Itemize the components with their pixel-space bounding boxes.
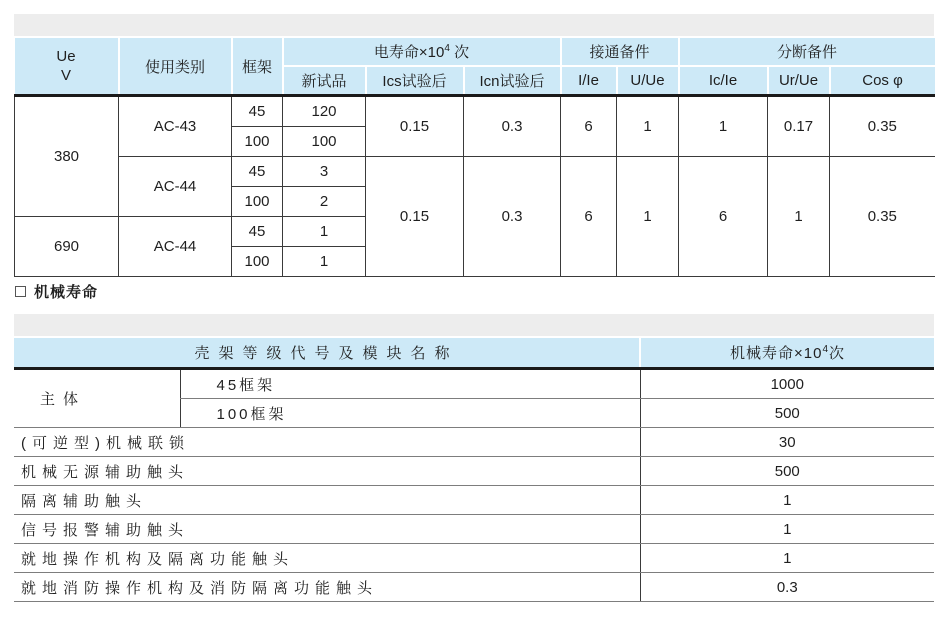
cell-new-sample: 1 <box>283 247 366 277</box>
header-mech-life <box>640 338 934 369</box>
cell-label: 机械无源辅助触头 <box>14 457 640 486</box>
cell-frame: 45 <box>232 157 283 187</box>
header-cos-phi: Cos φ <box>830 66 935 96</box>
cell-frame: 100 <box>232 187 283 217</box>
cell-label: (可逆型)机械联锁 <box>14 428 640 457</box>
cell-cat-ac44: AC-44 <box>119 157 232 217</box>
cell-icn: 0.3 <box>464 96 561 157</box>
table-row <box>14 573 934 602</box>
header-module-name: 壳架等级代号及模块名称 <box>14 338 640 369</box>
header-frame: 框架 <box>232 38 283 96</box>
ue-label <box>15 47 118 86</box>
cell-value: 500 <box>640 457 934 486</box>
cell-new-sample: 1 <box>283 217 366 247</box>
table-row <box>14 428 934 457</box>
table-row <box>14 369 934 399</box>
table-row <box>15 96 935 127</box>
electrical-life-table <box>14 38 935 277</box>
header-icn: Icn试验后 <box>464 66 561 96</box>
mech-life-unit: 次 <box>829 345 846 362</box>
table-row <box>15 157 935 187</box>
section-heading <box>15 284 934 299</box>
cell-label: 就地消防操作机构及消防隔离功能触头 <box>14 573 640 602</box>
cell-frame-100: 100框架 <box>180 399 640 428</box>
cell-value: 1 <box>640 544 934 573</box>
cell-cos: 0.35 <box>830 157 935 277</box>
mech-life-text: 机械寿命×10 <box>730 345 823 362</box>
cell-value: 500 <box>640 399 934 428</box>
section-title: 机械寿命 <box>34 284 99 301</box>
mech-life-sup: 4 <box>822 344 830 355</box>
table2-header-row <box>14 338 934 369</box>
square-bullet-icon <box>15 286 26 297</box>
cell-frame: 45 <box>232 217 283 247</box>
cell-value: 1 <box>640 486 934 515</box>
header-urue: Ur/Ue <box>768 66 830 96</box>
cell-cos: 0.35 <box>830 96 935 157</box>
cell-cat-ac44: AC-44 <box>119 217 232 277</box>
electrical-life-unit: 次 <box>449 44 470 61</box>
table-row <box>14 457 934 486</box>
table1-top-band <box>14 14 934 36</box>
cell-ics: 0.15 <box>366 96 464 157</box>
cell-main-body: 主体 <box>14 369 180 428</box>
cell-cat-ac43: AC-43 <box>119 96 232 157</box>
header-breaking-group: 分断备件 <box>679 38 935 66</box>
header-uue: U/Ue <box>617 66 679 96</box>
cell-icie: 6 <box>679 157 768 277</box>
cell-new-sample: 120 <box>283 96 366 127</box>
cell-ics: 0.15 <box>366 157 464 277</box>
mechanical-life-table <box>14 338 934 602</box>
table1-header-row-1 <box>15 38 935 66</box>
cell-iie: 6 <box>561 96 617 157</box>
cell-value: 1 <box>640 515 934 544</box>
cell-frame-45: 45框架 <box>180 369 640 399</box>
cell-label: 就地操作机构及隔离功能触头 <box>14 544 640 573</box>
table-row <box>14 486 934 515</box>
cell-label: 信号报警辅助触头 <box>14 515 640 544</box>
ue-line2: V <box>60 67 71 84</box>
header-ics: Ics试验后 <box>366 66 464 96</box>
cell-urue: 0.17 <box>768 96 830 157</box>
table2-top-band <box>14 314 934 336</box>
cell-icie: 1 <box>679 96 768 157</box>
table-row <box>14 515 934 544</box>
cell-uue: 1 <box>617 96 679 157</box>
cell-new-sample: 100 <box>283 127 366 157</box>
header-icie: Ic/Ie <box>679 66 768 96</box>
cell-value: 1000 <box>640 369 934 399</box>
cell-new-sample: 2 <box>283 187 366 217</box>
cell-urue: 1 <box>768 157 830 277</box>
cell-iie: 6 <box>561 157 617 277</box>
cell-icn: 0.3 <box>464 157 561 277</box>
header-ue <box>15 38 119 96</box>
ue-line1: Ue <box>56 47 76 65</box>
cell-ue-690: 690 <box>15 217 119 277</box>
header-iie: I/Ie <box>561 66 617 96</box>
cell-value: 0.3 <box>640 573 934 602</box>
cell-frame: 45 <box>232 96 283 127</box>
table-row <box>14 544 934 573</box>
header-making-group: 接通备件 <box>561 38 679 66</box>
cell-value: 30 <box>640 428 934 457</box>
electrical-life-text: 电寿命×10 <box>373 44 445 61</box>
cell-uue: 1 <box>617 157 679 277</box>
cell-frame: 100 <box>232 127 283 157</box>
cell-ue-380: 380 <box>15 96 119 217</box>
electrical-life-sup: 4 <box>444 43 450 54</box>
cell-new-sample: 3 <box>283 157 366 187</box>
cell-frame: 100 <box>232 247 283 277</box>
header-electrical-life-group <box>283 38 561 66</box>
cell-label: 隔离辅助触头 <box>14 486 640 515</box>
header-new-sample: 新试品 <box>283 66 366 96</box>
header-category: 使用类别 <box>119 38 232 96</box>
